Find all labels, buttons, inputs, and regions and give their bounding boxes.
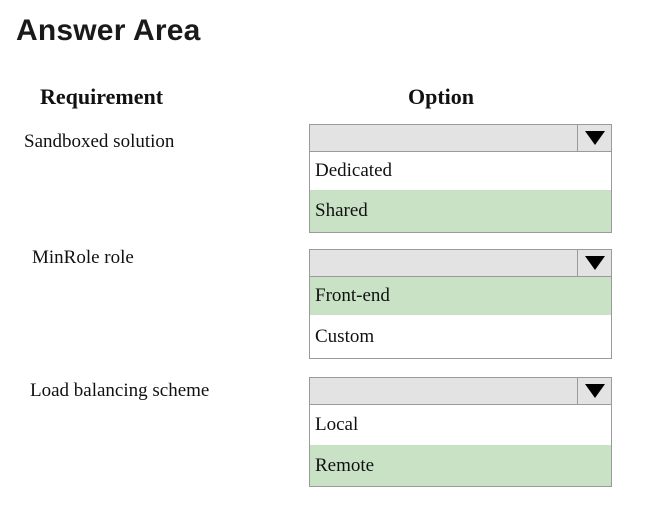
dropdown-option-list [309, 152, 612, 233]
dropdown-header[interactable] [309, 249, 612, 277]
option-local[interactable]: Local [315, 414, 359, 435]
dropdown-option-list [309, 277, 612, 359]
requirement-label-minrole-role: MinRole role [32, 247, 134, 268]
option-shared[interactable]: Shared [310, 190, 611, 232]
requirement-label-sandboxed-solution: Sandboxed solution [24, 131, 175, 152]
option-custom[interactable]: Custom [315, 325, 375, 347]
option-front-end[interactable]: Front-end [310, 277, 611, 315]
dropdown-toggle-button[interactable] [577, 125, 611, 151]
chevron-down-icon [585, 256, 605, 270]
dropdown-toggle-button[interactable] [577, 378, 611, 404]
dropdown-header[interactable] [309, 124, 612, 152]
option-remote[interactable]: Remote [310, 445, 611, 486]
answer-area-title: Answer Area [16, 14, 201, 47]
dropdown-minrole-role[interactable] [309, 249, 612, 359]
dropdown-header[interactable] [309, 377, 612, 405]
chevron-down-icon [585, 384, 605, 398]
requirement-column-header: Requirement [40, 84, 164, 109]
chevron-down-icon [585, 131, 605, 145]
dropdown-option-list [309, 405, 612, 487]
requirement-label-load-balancing-scheme: Load balancing scheme [30, 380, 210, 401]
dropdown-sandboxed-solution[interactable] [309, 124, 612, 233]
option-dedicated[interactable]: Dedicated [315, 160, 393, 181]
dropdown-load-balancing-scheme[interactable] [309, 377, 612, 487]
dropdown-toggle-button[interactable] [577, 250, 611, 276]
option-column-header: Option [408, 84, 475, 109]
